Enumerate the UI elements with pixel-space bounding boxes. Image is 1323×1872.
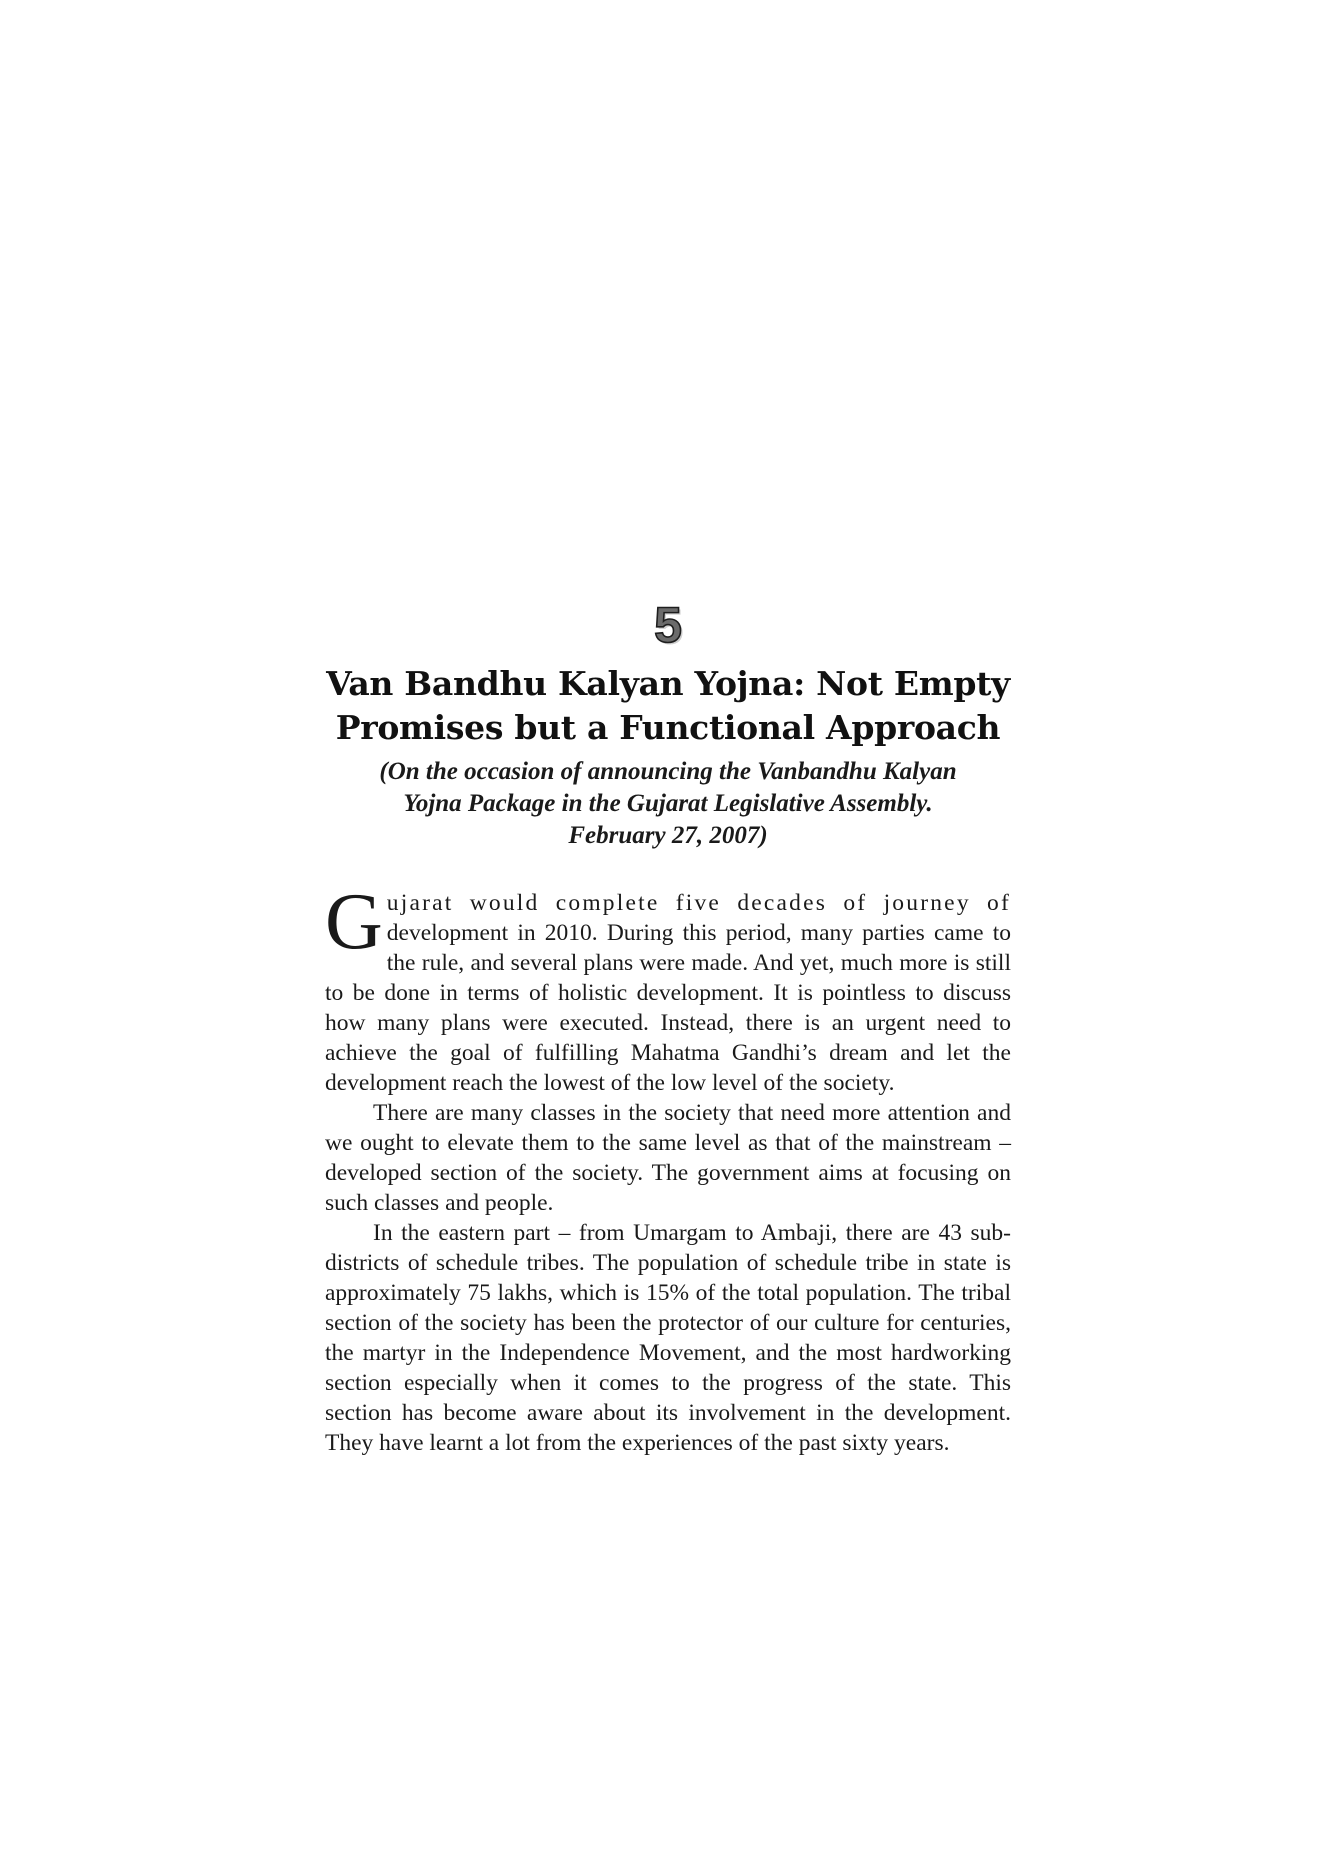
chapter-title-line-2: Promises but a Functional Approach — [335, 708, 1001, 747]
paragraph-2: There are many classes in the society that need more attention and we ought to elevate them to the same level as that of the mainstream – developed section of the society. The government aims at focusing on such classes and people. — [325, 1100, 1011, 1216]
chapter-title-line-1: Van Bandhu Kalyan Yojna: Not Empty — [326, 664, 1010, 703]
occasion-line-3: February 27, 2007) — [568, 822, 768, 849]
chapter-occasion-note — [325, 756, 1011, 852]
drop-cap: G — [325, 878, 383, 966]
chapter-body — [325, 878, 1011, 1458]
chapter-number: 5 — [654, 597, 682, 653]
paragraph-1 — [325, 878, 1011, 1098]
paragraph-1-first-line: ujarat would complete five decades of journey of — [386, 890, 1011, 916]
chapter-title — [325, 662, 1011, 750]
page-column — [325, 596, 1011, 1458]
paragraph-3: In the eastern part – from Umargam to Ambaji, there are 43 sub-districts of schedule tribes. The population of schedule tribe in state is approximately 75 lakhs, which is 15% of the total population. The tribal section of the society has been the protector of our culture for centuries, the martyr in the Independence Movement, and the most hardworking section especially when it comes to the progress of the state. This section has become aware about its involvement in the development. They have learnt a lot from the experiences of the past sixty years. — [325, 1220, 1011, 1456]
occasion-line-1: (On the occasion of announcing the Vanbandhu Kalyan — [379, 758, 957, 785]
occasion-line-2: Yojna Package in the Gujarat Legislative Assembly. — [403, 790, 933, 817]
paragraph-1-rest: development in 2010. During this period, many parties came to the rule, and several plans were made. And yet, much more is still to be done in terms of holistic development. It is pointless to discuss how many plans were executed. Instead, there is an urgent need to achieve the goal of fulfilling Mahatma Gandhi’s dream and let the development reach the lowest of the low level of the society. — [325, 920, 1011, 1096]
